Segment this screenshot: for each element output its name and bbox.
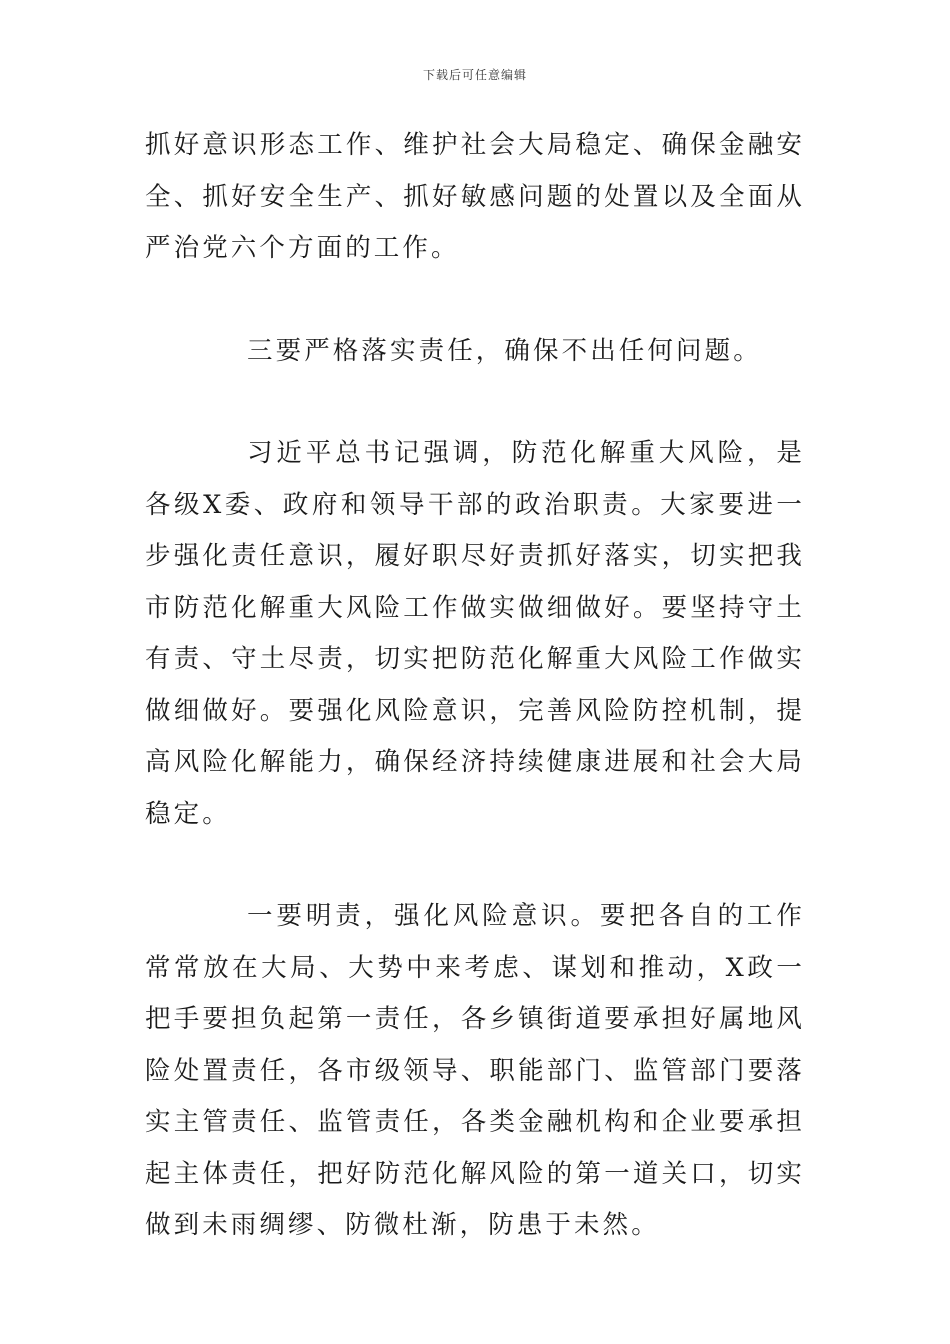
document-body — [145, 120, 805, 1303]
paragraph-clarify-responsibility: 一要明责，强化风险意识。要把各自的工作常常放在大局、大势中来考虑、谋划和推动，X政一把手要担负起第一责任，各乡镇街道要承担好属地风险处置责任，各市级领导、职能部门、监管部门要落实主管责任、监管责任，各类金融机构和企业要承担起主体责任，把好防范化解风险的第一道关口，切实做到未雨绸缪、防微杜渐，防患于未然。 — [145, 901, 805, 1240]
paragraph-political-duty: 习近平总书记强调，防范化解重大风险，是各级X委、政府和领导干部的政治职责。大家要进一步强化责任意识，履好职尽好责抓好落实，切实把我市防范化解重大风险工作做实做细做好。要坚持守土有责、守土尽责，切实把防范化解重大风险工作做实做细做好。要强化风险意识，完善风险防控机制，提高风险化解能力，确保经济持续健康进展和社会大局稳定。 — [145, 438, 805, 829]
paragraph-continued-work-scope: 抓好意识形态工作、维护社会大局稳定、确保金融安全、抓好安全生产、抓好敏感问题的处置以及全面从严治党六个方面的工作。 — [145, 130, 805, 263]
download-editable-note: 下载后可任意编辑 — [422, 68, 527, 82]
paragraph-section-heading: 三要严格落实责任，确保不出任何问题。 — [247, 335, 762, 366]
